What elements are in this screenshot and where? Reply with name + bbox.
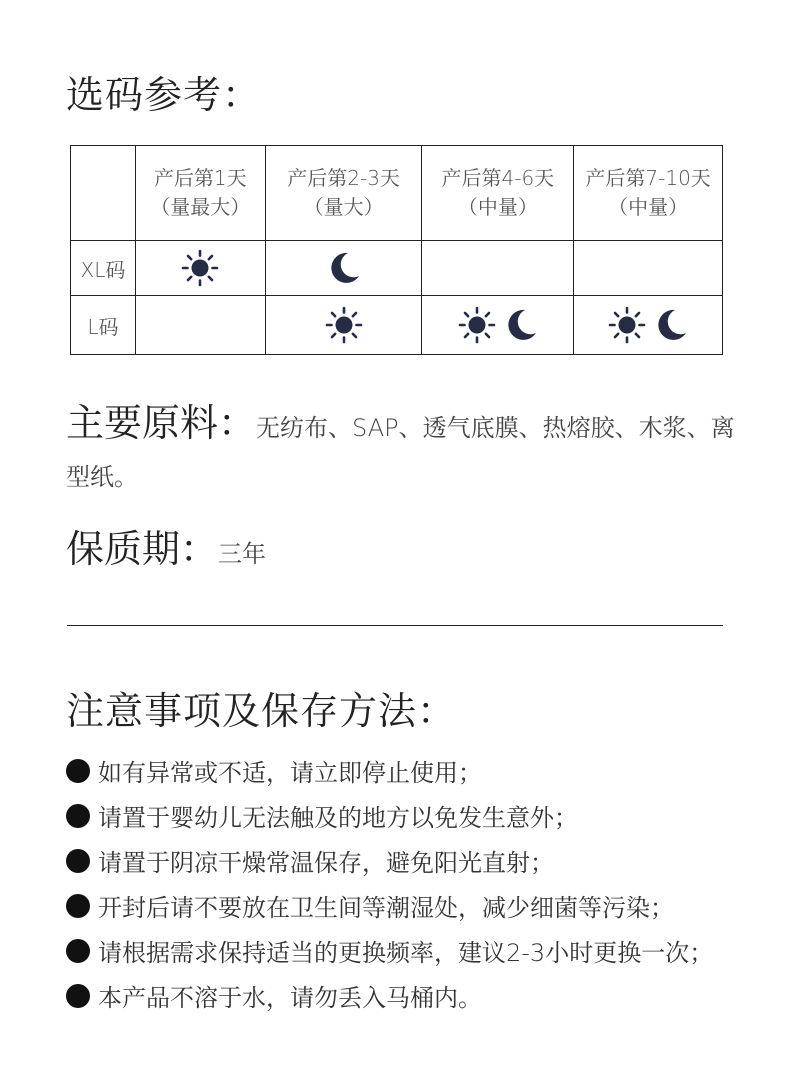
header-cell-day1: 产后第1天 （量最大） xyxy=(135,146,265,241)
moon-icon xyxy=(326,250,362,286)
notes-title: 注意事项及保存方法： xyxy=(66,689,457,733)
shelf-life-value: 三年 xyxy=(218,540,267,568)
cell-xl-day2-3 xyxy=(265,241,422,296)
materials-label: 主要原料： xyxy=(66,401,257,445)
section-divider xyxy=(67,625,723,626)
bullet-dot-icon xyxy=(66,939,90,963)
table-row-l xyxy=(71,296,723,355)
header-cell-day4-6: 产后第4-6天 （中量） xyxy=(422,146,574,241)
list-item: 开封后请不要放在卫生间等潮湿处，减少细菌等污染； xyxy=(66,883,756,928)
moon-icon xyxy=(503,307,539,343)
cell-l-day7-10 xyxy=(574,296,723,355)
header-cell-day2-3: 产后第2-3天 （量大） xyxy=(265,146,422,241)
cell-l-day4-6 xyxy=(422,296,574,355)
size-table-header-row xyxy=(71,146,723,241)
shelf-life-section xyxy=(66,518,266,573)
sun-icon xyxy=(180,248,220,288)
bullet-dot-icon xyxy=(66,849,90,873)
moon-icon xyxy=(653,307,689,343)
list-item: 请置于阴凉干燥常温保存，避免阳光直射； xyxy=(66,838,756,883)
bullet-dot-icon xyxy=(66,894,90,918)
materials-value: 无纺布、SAP、透气底膜、热熔胶、木浆、离型纸。 xyxy=(66,414,735,491)
sun-icon xyxy=(457,305,497,345)
list-item: 请置于婴幼儿无法触及的地方以免发生意外； xyxy=(66,793,756,838)
cell-l-day2-3 xyxy=(265,296,422,355)
row-label-l: L码 xyxy=(71,296,136,355)
list-item: 如有异常或不适，请立即停止使用； xyxy=(66,748,756,793)
cell-l-day1 xyxy=(135,296,265,355)
header-cell-empty xyxy=(71,146,136,241)
shelf-life-label: 保质期： xyxy=(66,527,219,571)
cell-xl-day1 xyxy=(135,241,265,296)
table-row-xl xyxy=(71,241,723,296)
bullet-dot-icon xyxy=(66,759,90,783)
sun-icon xyxy=(324,305,364,345)
size-guide-title: 选码参考： xyxy=(66,73,262,117)
header-cell-day7-10: 产后第7-10天 （中量） xyxy=(574,146,723,241)
notes-list xyxy=(66,748,756,1018)
list-item: 请根据需求保持适当的更换频率，建议2-3小时更换一次； xyxy=(66,928,756,973)
row-label-xl: XL码 xyxy=(71,241,136,296)
materials-section xyxy=(66,400,746,503)
cell-xl-day4-6 xyxy=(422,241,574,296)
list-item: 本产品不溶于水，请勿丢入马桶内。 xyxy=(66,973,756,1018)
cell-xl-day7-10 xyxy=(574,241,723,296)
sun-icon xyxy=(607,305,647,345)
bullet-dot-icon xyxy=(66,804,90,828)
size-table xyxy=(70,145,723,355)
bullet-dot-icon xyxy=(66,984,90,1008)
